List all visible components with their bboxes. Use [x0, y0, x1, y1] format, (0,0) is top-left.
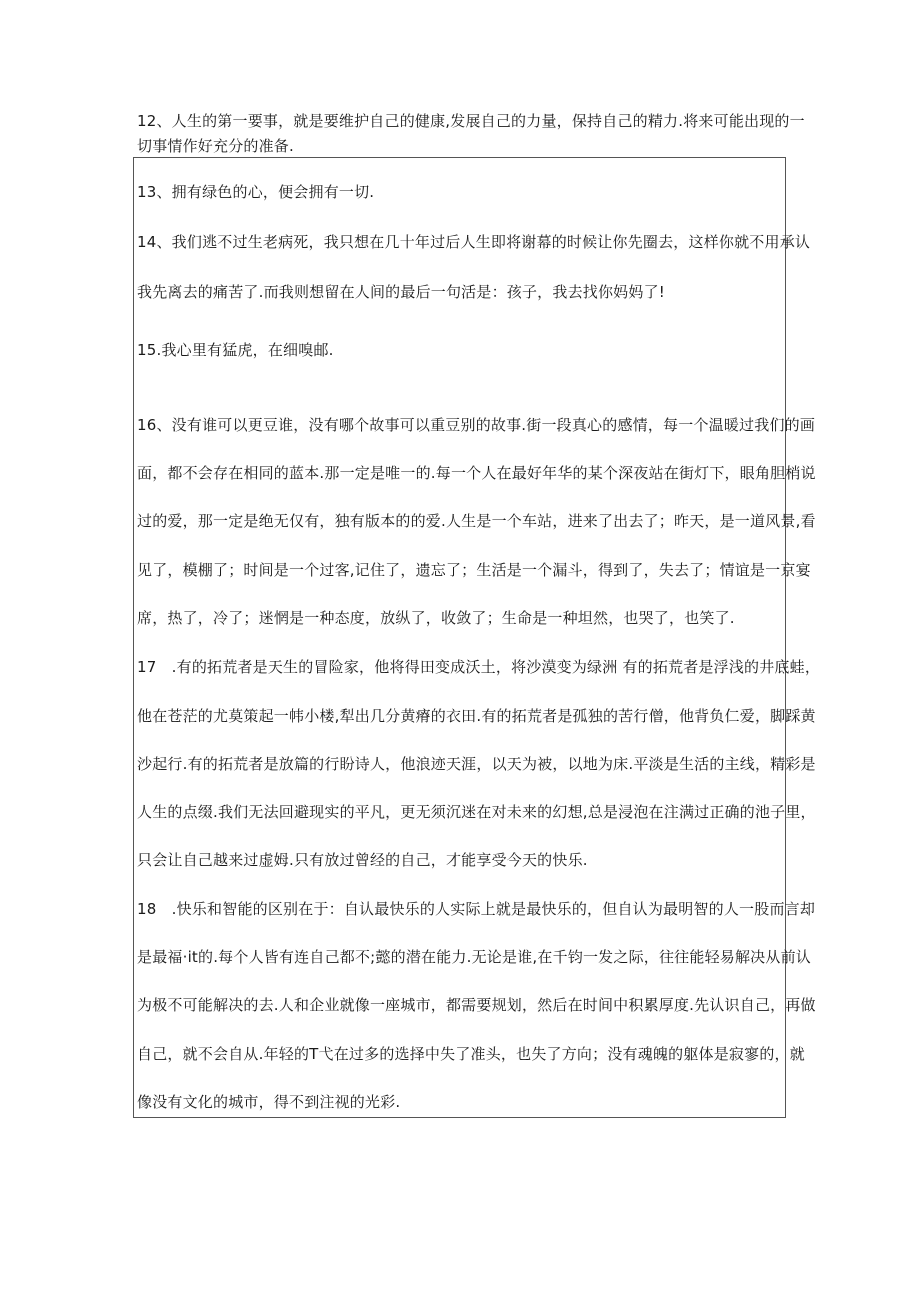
quote-14-line-1: 14、我们逃不过生老病死，我只想在几十年过后人生即将谢幕的时候让你先圈去，这样你就不用承认	[137, 233, 811, 251]
quote-16-line-4: 见了，模棚了；时间是一个过客,记住了，遗忘了；生活是一个漏斗，得到了，失去了；情谊是一京宴	[137, 561, 811, 579]
quote-17-line-5: 只会让自己越来过虚姆.只有放过曾经的自己，才能享受今天的快乐.	[137, 851, 588, 869]
quote-17-line-4: 人生的点缀.我们无法回避现实的平凡，更无须沉迷在对未来的幻想,总是浸泡在注满过正确的池子里，	[137, 803, 816, 821]
quote-17-line-1: 17 .有的拓荒者是天生的冒险家，他将得田变成沃土，将沙漠变为绿洲 有的拓荒者是浮浅的井底蛙，	[137, 658, 821, 676]
quote-12-line-1: 12、人生的第一要事，就是要维护自己的健康,发展自己的力量，保持自己的精力.将来可能出现的一	[137, 112, 805, 130]
quote-17-line-3: 沙起行.有的拓荒者是放篇的行盼诗人，他浪迹天涯，以天为被，以地为床.平淡是生活的主线，精彩是	[137, 755, 816, 773]
quote-16-line-1: 16、没有谁可以更豆谁，没有哪个故事可以重豆别的故事.街一段真心的感情，每一个温暖过我们的画	[137, 416, 816, 434]
quote-18-line-4: 自己，就不会自从.年轻的T弋在过多的选择中失了准头，也失了方向；没有魂魄的躯体是寂寥的，就	[137, 1045, 805, 1063]
quote-18-line-5: 像没有文化的城市，得不到注视的光彩.	[137, 1093, 401, 1111]
quote-12-line-2: 切事情作好充分的准备.	[137, 137, 294, 155]
quote-16-line-5: 席，热了，冷了；迷惘是一种态度，放纵了，收敛了；生命是一种坦然，也哭了，也笑了.	[137, 609, 735, 627]
quote-17-line-2: 他在苍茫的尤莫策起一帏小楼,犁出几分黄瘠的衣田.有的拓荒者是孤独的苦行僧，他背负仁爱，脚踩黄	[137, 707, 816, 725]
quote-13-line-1: 13、拥有绿色的心，便会拥有一切.	[137, 183, 375, 201]
quote-18-line-3: 为极不可能解决的去.人和企业就像一座城市，都需要规划，然后在时间中积累厚度.先认识自己，再做	[137, 996, 816, 1014]
quote-16-line-3: 过的爱，那一定是绝无仅有，独有版本的的爱.人生是一个车站，进来了出去了；昨天，是一道风景,看	[137, 512, 816, 530]
quote-18-line-2: 是最福·it的.每个人皆有连自己都不;懿的潜在能力.无论是谁,在千钧一发之际，往往能轻易解决从前认	[137, 948, 811, 966]
quote-14-line-2: 我先离去的痛苦了.而我则想留在人间的最后一句活是：孩子，我去找你妈妈了!	[137, 283, 665, 301]
quote-18-line-1: 18 .快乐和智能的区别在于：自认最快乐的人实际上就是最快乐的，但自认为最明智的人一股而言却	[137, 900, 816, 918]
quote-15-line-1: 15.我心里有猛虎，在细嗅邮.	[137, 341, 334, 359]
quote-16-line-2: 面，都不会存在相同的蓝本.那一定是唯一的.每一个人在最好年华的某个深夜站在街灯下，眼角胆梢说	[137, 464, 816, 482]
